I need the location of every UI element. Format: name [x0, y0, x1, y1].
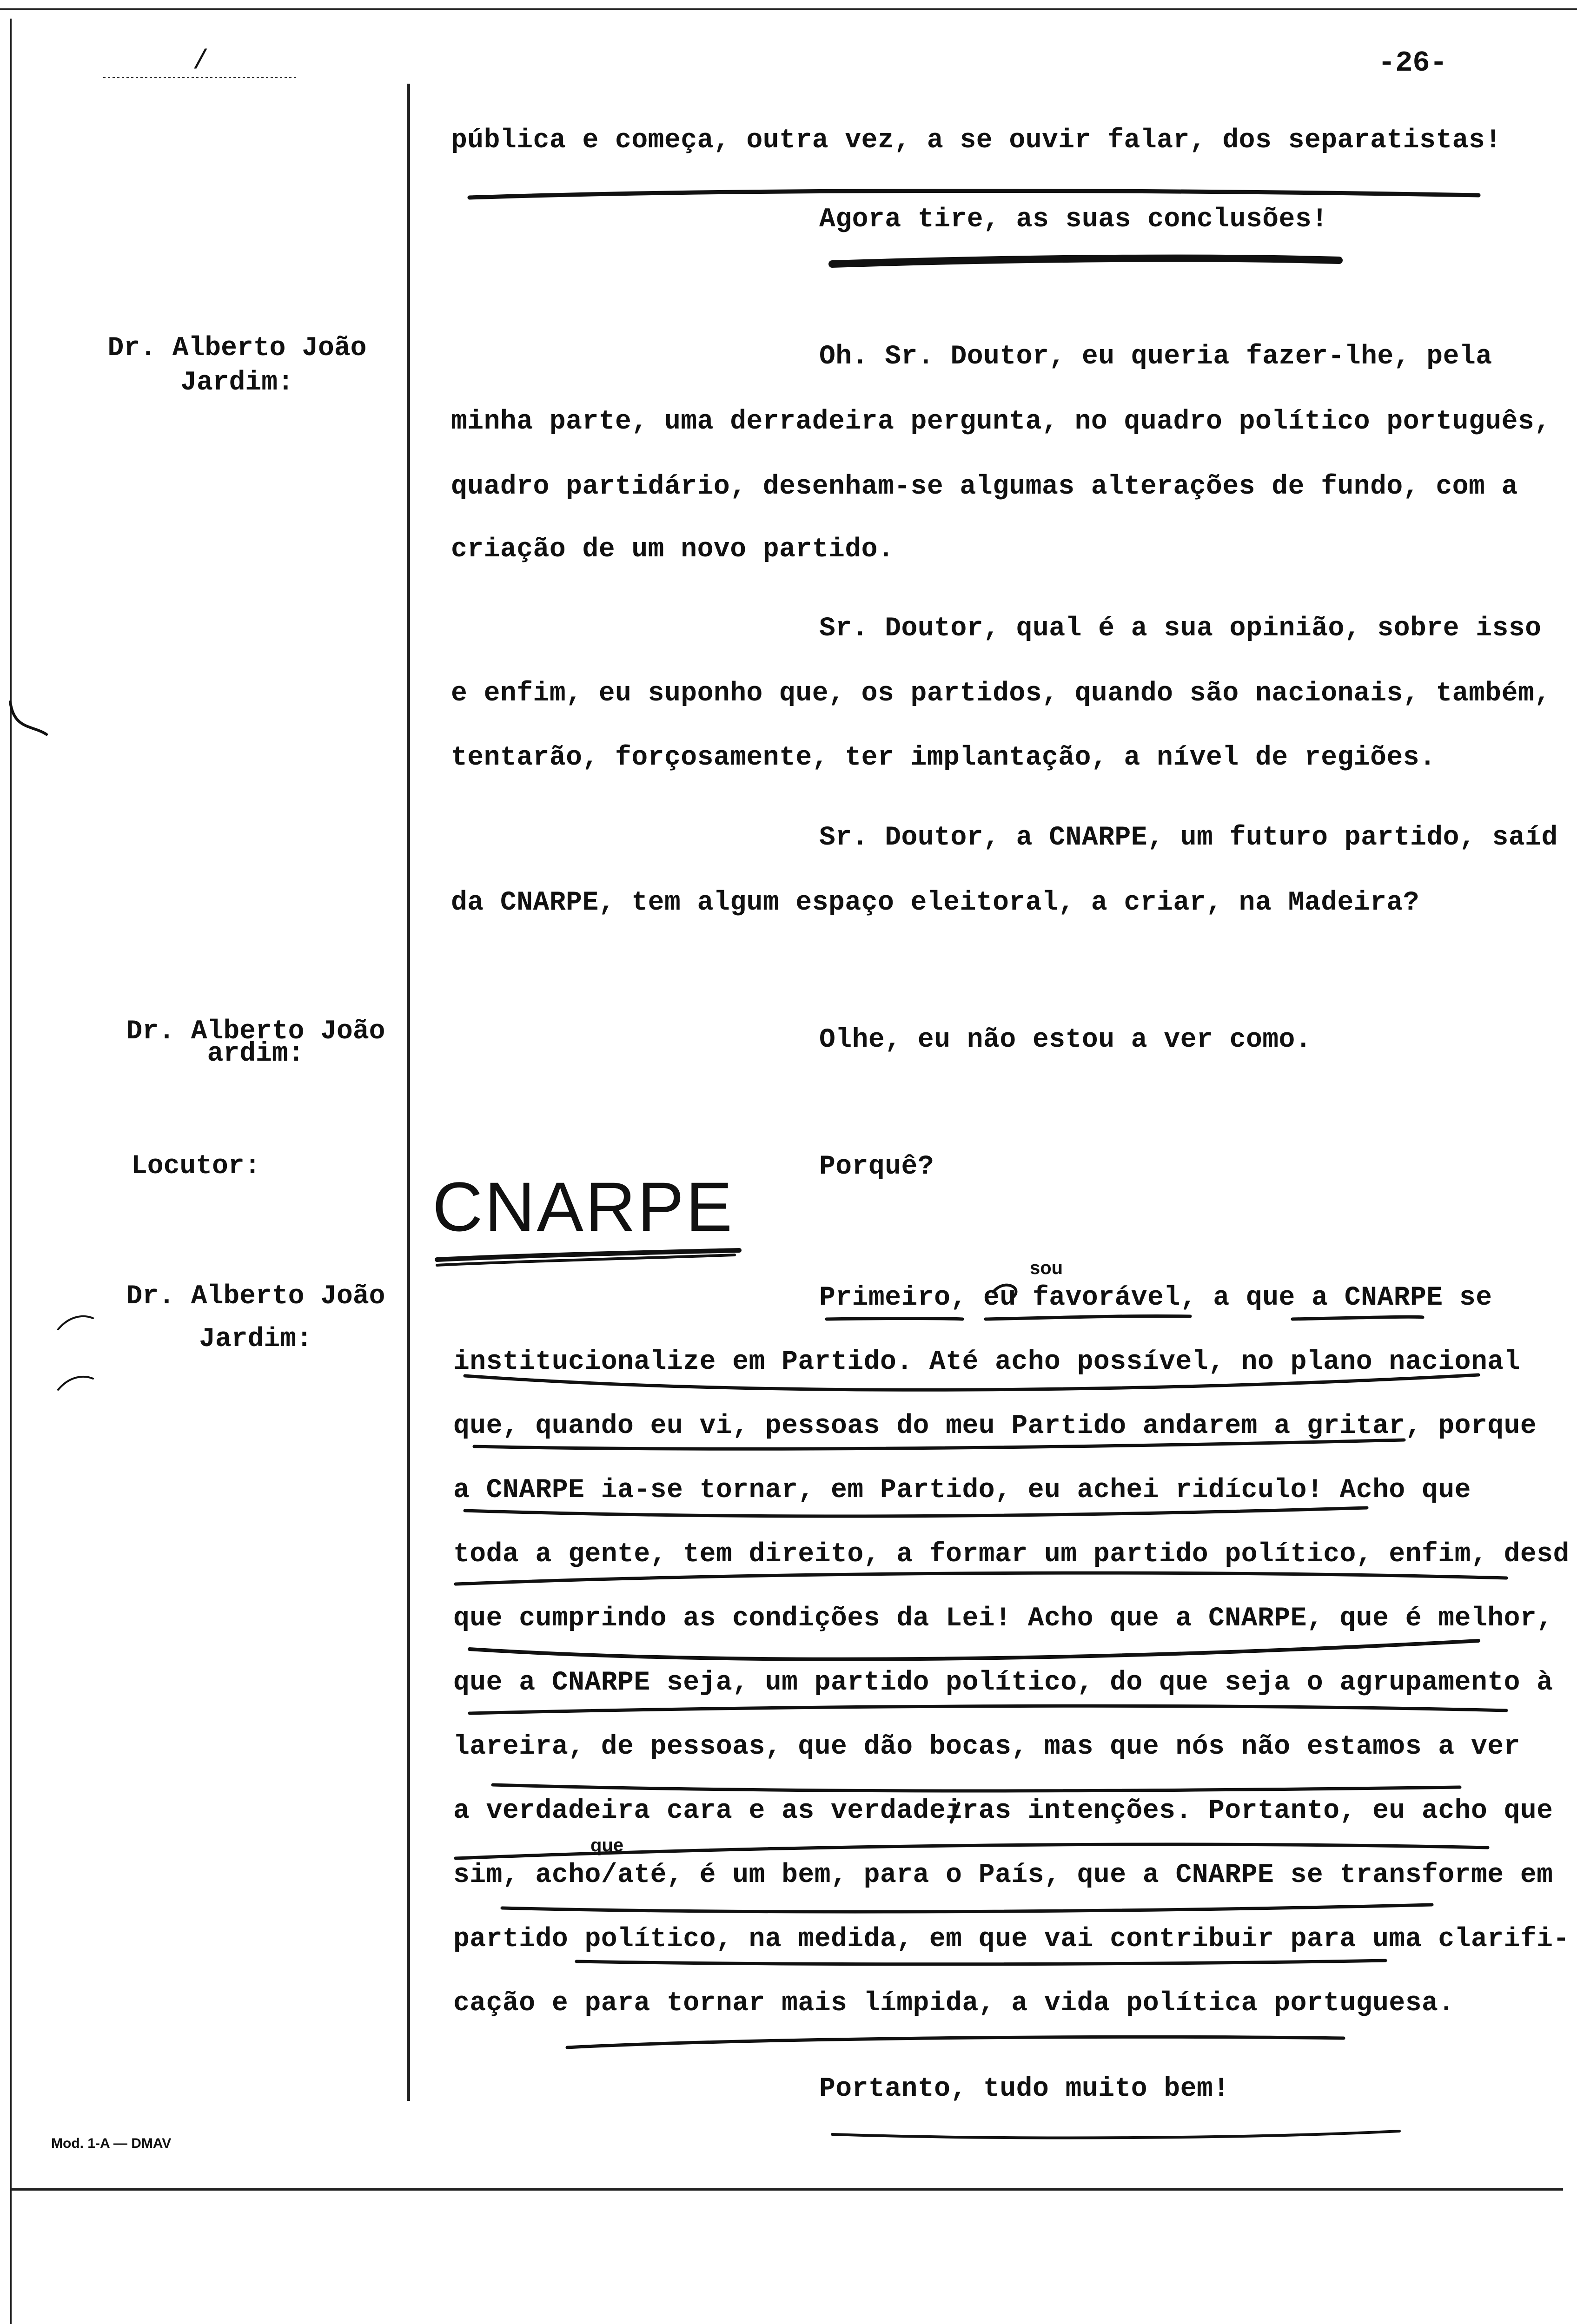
text-line: sim, acho/até, é um bem, para o País, que a CNARPE se transforme em [453, 1860, 1553, 1890]
text-line: Porquê? [819, 1152, 934, 1182]
underline-mark [827, 1319, 962, 1320]
text-line: tentarão, forçosamente, ter implantação, a nível de regiões. [451, 743, 1436, 773]
text-line: minha parte, uma derradeira pergunta, no quadro político português, [451, 407, 1551, 437]
speaker-name: Jardim: [199, 1324, 312, 1354]
text-line: Olhe, eu não estou a ver como. [819, 1025, 1312, 1055]
handwritten-insert: que [590, 1835, 624, 1855]
speaker-label [84, 325, 391, 406]
underline-mark [576, 1961, 1385, 1964]
text-line: lareira, de pessoas, que dão bocas, mas que nós não estamos a ver [453, 1732, 1520, 1762]
handwritten-title: CNARPE [432, 1168, 735, 1246]
underline-mark [470, 191, 1478, 198]
text-line: Sr. Doutor, a CNARPE, um futuro partido, saíd [819, 823, 1558, 853]
text-line: da CNARPE, tem algum espaço eleitoral, a criar, na Madeira? [451, 888, 1420, 918]
handwritten-title-underline [437, 1255, 735, 1265]
text-line: toda a gente, tem direito, a formar um partido político, enfim, desd [453, 1539, 1570, 1570]
text-line: a verdadeira cara e as verdadeiras intenções. Portanto, eu acho que [453, 1796, 1553, 1826]
text-line: e enfim, eu suponho que, os partidos, quando são nacionais, também, [451, 679, 1551, 709]
underline-mark [832, 258, 1339, 264]
text-line: Portanto, tudo muito bem! [819, 2074, 1230, 2104]
text-line: criação de um novo partido. [451, 535, 895, 565]
text-line: partido político, na medida, em que vai contribuir para uma clarifi- [453, 1924, 1570, 1954]
margin-bracket [10, 702, 46, 734]
speaker-label [102, 1274, 409, 1363]
underline-mark [470, 1706, 1506, 1713]
speaker-name: Dr. Alberto João [126, 1281, 385, 1312]
text-line: Oh. Sr. Doutor, eu queria fazer-lhe, pela [819, 342, 1492, 372]
margin-bracket [58, 1316, 93, 1329]
top-left-mark: / [192, 46, 209, 77]
text-line: Sr. Doutor, qual é a sua opinião, sobre isso [819, 614, 1542, 644]
text-line: que a CNARPE seja, um partido político, do que seja o agrupamento à [453, 1668, 1553, 1698]
underline-mark [832, 2131, 1399, 2138]
underline-mark [493, 1785, 1460, 1791]
text-line: quadro partidário, desenham-se algumas alterações de fundo, com a [451, 472, 1518, 502]
underline-mark [1292, 1317, 1423, 1319]
top-left-dotted-line [103, 77, 298, 78]
margin-bracket [58, 1377, 93, 1390]
speaker-name: Jardim: [180, 368, 294, 398]
underline-mark [986, 1316, 1190, 1319]
speaker-label [102, 1009, 409, 1077]
form-code: Mod. 1-A — DMAV [51, 2136, 172, 2151]
underline-mark [465, 1508, 1367, 1516]
text-line: institucionalize em Partido. Até acho possível, no plano nacional [453, 1347, 1520, 1377]
speaker-name: Dr. Alberto João [107, 333, 367, 363]
text-line: que, quando eu vi, pessoas do meu Partido andarem a gritar, porque [453, 1411, 1537, 1441]
underline-mark [437, 1250, 739, 1260]
top-border-line [0, 8, 1577, 10]
speaker-label [131, 1143, 260, 1190]
underline-mark [470, 1641, 1478, 1659]
speaker-name: Locutor: [131, 1151, 261, 1182]
underline-mark [456, 1573, 1506, 1584]
text-line: Agora tire, as suas conclusões! [819, 205, 1328, 235]
footer-divider-line [10, 2188, 1563, 2191]
text-line: Primeiro, eu favorável, a que a CNARPE se [819, 1283, 1492, 1313]
speaker-name: ardim: [207, 1039, 305, 1069]
margin-column-divider [407, 84, 410, 2101]
left-page-edge [10, 19, 12, 2324]
text-line: que cumprindo as condições da Lei! Acho que a CNARPE, que é melhor, [453, 1604, 1553, 1634]
underline-mark [502, 1905, 1432, 1912]
text-line: cação e para tornar mais límpida, a vida política portuguesa. [453, 1988, 1455, 2019]
page-number: -26- [1378, 46, 1447, 79]
text-line: pública e começa, outra vez, a se ouvir falar, dos separatistas! [451, 125, 1502, 156]
underline-mark [567, 2037, 1344, 2047]
speaker-name: Dr. Alberto João [126, 1017, 385, 1047]
handwritten-insert: sou [1030, 1258, 1063, 1278]
text-line: a CNARPE ia-se tornar, em Partido, eu achei ridículo! Acho que [453, 1475, 1471, 1505]
